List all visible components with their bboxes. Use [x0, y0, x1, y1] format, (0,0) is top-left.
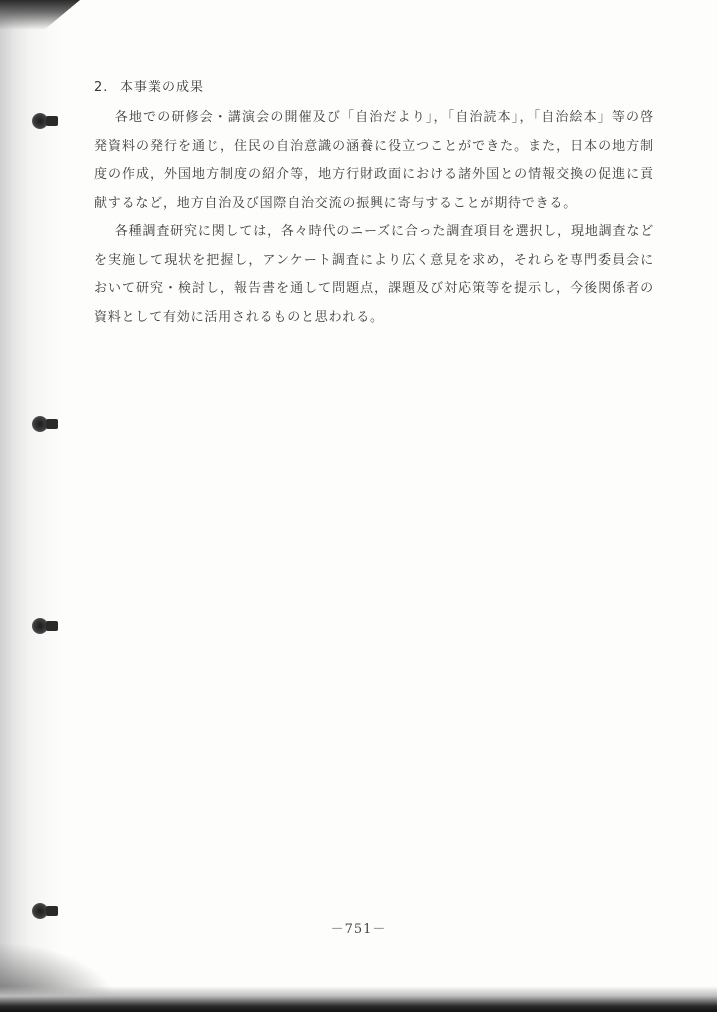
section-number: 2. — [94, 80, 109, 95]
binder-hole-icon — [28, 413, 60, 435]
scan-edge-shadow — [0, 0, 60, 1012]
document-section — [94, 78, 654, 332]
page-number: －751－ — [330, 922, 387, 937]
scan-bottom-edge — [0, 986, 717, 1012]
binder-hole-icon — [28, 615, 60, 637]
section-title: 本事業の成果 — [120, 80, 205, 95]
paragraph: 各種調査研究に関しては，各々時代のニーズに合った調査項目を選択し，現地調査などを実施して現状を把握し，アンケート調査により広く意見を求め，それらを専門委員会において研究・検討し，報告書を通して問題点，課題及び対応策等を提示し，今後関係者の資料として有効に活用されるものと思われる。 — [94, 224, 654, 325]
binder-hole-icon — [28, 110, 60, 132]
section-heading — [94, 78, 654, 98]
paragraph: 各地での研修会・講演会の開催及び「自治だより」，「自治読本」，「自治絵本」等の啓発資料の発行を通じ，住民の自治意識の涵養に役立つことができた。また，日本の地方制度の作成，外国地方制度の紹介等，地方行財政面における諸外国との情報交換の促進に貢献するなど，地方自治及び国際自治交流の振興に寄与することが期待できる。 — [94, 110, 654, 211]
scan-corner-shadow — [0, 0, 80, 30]
